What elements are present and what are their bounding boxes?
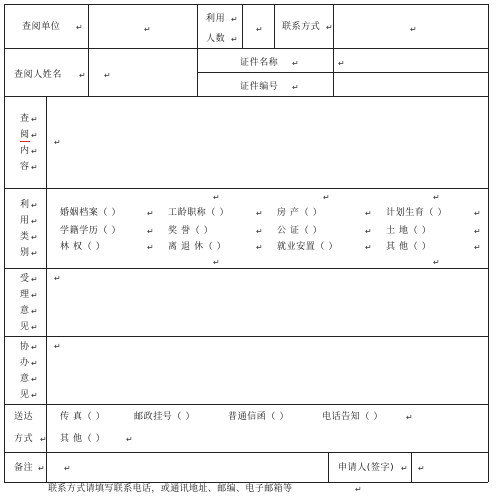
delivery-option: 其 他（ ） bbox=[60, 434, 106, 444]
category-label-char: 类 bbox=[20, 232, 30, 242]
requester-name-label: 查阅人姓名 bbox=[14, 70, 63, 80]
row1-divider-a bbox=[88, 4, 89, 96]
paragraph-mark: ↵ bbox=[147, 227, 154, 236]
paragraph-mark: ↵ bbox=[31, 131, 38, 140]
remarks-divider-c bbox=[411, 452, 412, 482]
paragraph-mark: ↵ bbox=[31, 275, 38, 284]
paragraph-mark: ↵ bbox=[418, 464, 425, 473]
table-border-right bbox=[488, 4, 489, 482]
paragraph-mark: ↵ bbox=[406, 413, 413, 422]
category-option: 林 权（ ） bbox=[60, 242, 106, 252]
paragraph-mark: ↵ bbox=[147, 209, 154, 218]
category-option: 婚姻档案（ ） bbox=[60, 208, 122, 218]
row1-divider-c bbox=[242, 4, 243, 48]
acceptance-label-char: 见 bbox=[20, 322, 30, 332]
acceptance-label-char: 意 bbox=[20, 306, 30, 316]
category-option: 其 他（ ） bbox=[386, 242, 432, 252]
row-divider-1 bbox=[4, 48, 488, 49]
paragraph-mark: ↵ bbox=[79, 71, 86, 80]
category-option: 工龄职称（ ） bbox=[168, 208, 230, 218]
paragraph-mark: ↵ bbox=[213, 258, 220, 267]
assist-label-char: 协 bbox=[20, 342, 30, 352]
paragraph-mark: ↵ bbox=[256, 25, 263, 34]
paragraph-mark: ↵ bbox=[401, 464, 408, 473]
category-option: 土 地（ ） bbox=[386, 226, 432, 236]
paragraph-mark: ↵ bbox=[144, 25, 151, 34]
category-option: 就业安置（ ） bbox=[277, 242, 339, 252]
table-border-left bbox=[4, 4, 5, 482]
category-option: 公 证（ ） bbox=[277, 226, 323, 236]
paragraph-mark: ↵ bbox=[338, 59, 345, 68]
paragraph-mark: ↵ bbox=[323, 193, 330, 202]
content-label-char: 容 bbox=[20, 162, 30, 172]
delivery-option: 电话告知（ ） bbox=[322, 412, 384, 422]
row1-divider-d bbox=[274, 4, 275, 48]
paragraph-mark: ↵ bbox=[31, 217, 38, 226]
paragraph-mark: ↵ bbox=[474, 227, 481, 236]
category-option: 计划生育（ ） bbox=[386, 208, 448, 218]
acceptance-label-char: 受 bbox=[20, 274, 30, 284]
delivery-option: 传 真（ ） bbox=[60, 412, 106, 422]
remarks-label: 备注 bbox=[14, 463, 34, 473]
category-label-char: 利 bbox=[20, 200, 30, 210]
id-type-label: 证件名称 bbox=[240, 58, 279, 68]
row1-divider-b bbox=[197, 4, 198, 96]
delivery-label-line2: 方式 bbox=[14, 434, 34, 444]
row-divider-4 bbox=[4, 268, 488, 269]
id-number-label: 证件编号 bbox=[240, 82, 279, 92]
paragraph-mark: ↵ bbox=[474, 209, 481, 218]
paragraph-mark: ↵ bbox=[433, 193, 440, 202]
assist-label-char: 见 bbox=[20, 390, 30, 400]
assist-label-char: 办 bbox=[20, 358, 30, 368]
paragraph-mark: ↵ bbox=[355, 485, 362, 494]
paragraph-mark: ↵ bbox=[292, 59, 299, 68]
paragraph-mark: ↵ bbox=[365, 243, 372, 252]
paragraph-mark: ↵ bbox=[31, 147, 38, 156]
category-label-char: 别 bbox=[20, 248, 30, 258]
row1-divider-e bbox=[333, 4, 334, 96]
acceptance-label-char: 理 bbox=[20, 290, 30, 300]
paragraph-mark: ↵ bbox=[326, 23, 333, 32]
remarks-divider-b bbox=[328, 452, 329, 482]
paragraph-mark: ↵ bbox=[31, 249, 38, 258]
category-option: 离 退 休（ ） bbox=[168, 242, 227, 252]
paragraph-mark: ↵ bbox=[231, 15, 238, 24]
row-divider-5 bbox=[4, 336, 488, 337]
contact-label: 联系方式 bbox=[282, 22, 321, 32]
paragraph-mark: ↵ bbox=[256, 243, 263, 252]
paragraph-mark: ↵ bbox=[31, 375, 38, 384]
people-count-label-line1: 利用 bbox=[206, 14, 226, 24]
paragraph-mark: ↵ bbox=[31, 201, 38, 210]
content-label-char: 阅 bbox=[20, 130, 30, 140]
paragraph-mark: ↵ bbox=[365, 227, 372, 236]
footer-note: 联系方式请填写联系电话，或通讯地址、邮编、电子邮箱等 bbox=[48, 484, 293, 494]
paragraph-mark: ↵ bbox=[213, 193, 220, 202]
row-divider-7 bbox=[4, 452, 488, 453]
paragraph-mark: ↵ bbox=[31, 307, 38, 316]
paragraph-mark: ↵ bbox=[31, 163, 38, 172]
assist-label-char: 意 bbox=[20, 374, 30, 384]
row-divider-3 bbox=[4, 188, 488, 189]
paragraph-mark: ↵ bbox=[104, 71, 111, 80]
paragraph-mark: ↵ bbox=[31, 291, 38, 300]
paragraph-mark: ↵ bbox=[31, 343, 38, 352]
paragraph-mark: ↵ bbox=[54, 274, 61, 283]
unit-label: 查阅单位 bbox=[22, 22, 61, 32]
paragraph-mark: ↵ bbox=[31, 233, 38, 242]
paragraph-mark: ↵ bbox=[31, 115, 38, 124]
table-border-top bbox=[4, 4, 488, 5]
category-option: 学籍学历（ ） bbox=[60, 226, 122, 236]
paragraph-mark: ↵ bbox=[54, 342, 61, 351]
row-divider-2 bbox=[4, 96, 488, 97]
delivery-option: 邮政挂号（ ） bbox=[134, 412, 196, 422]
row-divider-6 bbox=[4, 404, 488, 405]
category-option: 房 产（ ） bbox=[277, 208, 323, 218]
row-divider-2a bbox=[197, 72, 488, 73]
remarks-divider-a bbox=[46, 452, 47, 482]
paragraph-mark: ↵ bbox=[64, 464, 71, 473]
label-column-divider bbox=[46, 96, 47, 452]
delivery-option: 普通信函（ ） bbox=[228, 412, 290, 422]
paragraph-mark: ↵ bbox=[292, 83, 299, 92]
content-label-char: 查 bbox=[20, 114, 30, 124]
category-label-char: 用 bbox=[20, 216, 30, 226]
paragraph-mark: ↵ bbox=[256, 209, 263, 218]
paragraph-mark: ↵ bbox=[231, 35, 238, 44]
table-border-bottom bbox=[4, 482, 488, 483]
paragraph-mark: ↵ bbox=[126, 435, 133, 444]
people-count-label-line2: 人数 bbox=[206, 34, 226, 44]
content-label-char: 内 bbox=[20, 146, 30, 156]
paragraph-mark: ↵ bbox=[147, 243, 154, 252]
paragraph-mark: ↵ bbox=[433, 258, 440, 267]
paragraph-mark: ↵ bbox=[54, 138, 61, 147]
paragraph-mark: ↵ bbox=[410, 25, 417, 34]
paragraph-mark: ↵ bbox=[474, 243, 481, 252]
paragraph-mark: ↵ bbox=[40, 435, 47, 444]
paragraph-mark: ↵ bbox=[31, 391, 38, 400]
paragraph-mark: ↵ bbox=[38, 464, 45, 473]
category-option: 奖 誉（ ） bbox=[168, 226, 214, 236]
paragraph-mark: ↵ bbox=[365, 209, 372, 218]
delivery-label-line1: 送达 bbox=[14, 412, 34, 422]
paragraph-mark: ↵ bbox=[31, 323, 38, 332]
applicant-signature-label: 申请人(签字) bbox=[338, 463, 395, 473]
paragraph-mark: ↵ bbox=[76, 23, 83, 32]
paragraph-mark: ↵ bbox=[256, 227, 263, 236]
paragraph-mark: ↵ bbox=[31, 359, 38, 368]
